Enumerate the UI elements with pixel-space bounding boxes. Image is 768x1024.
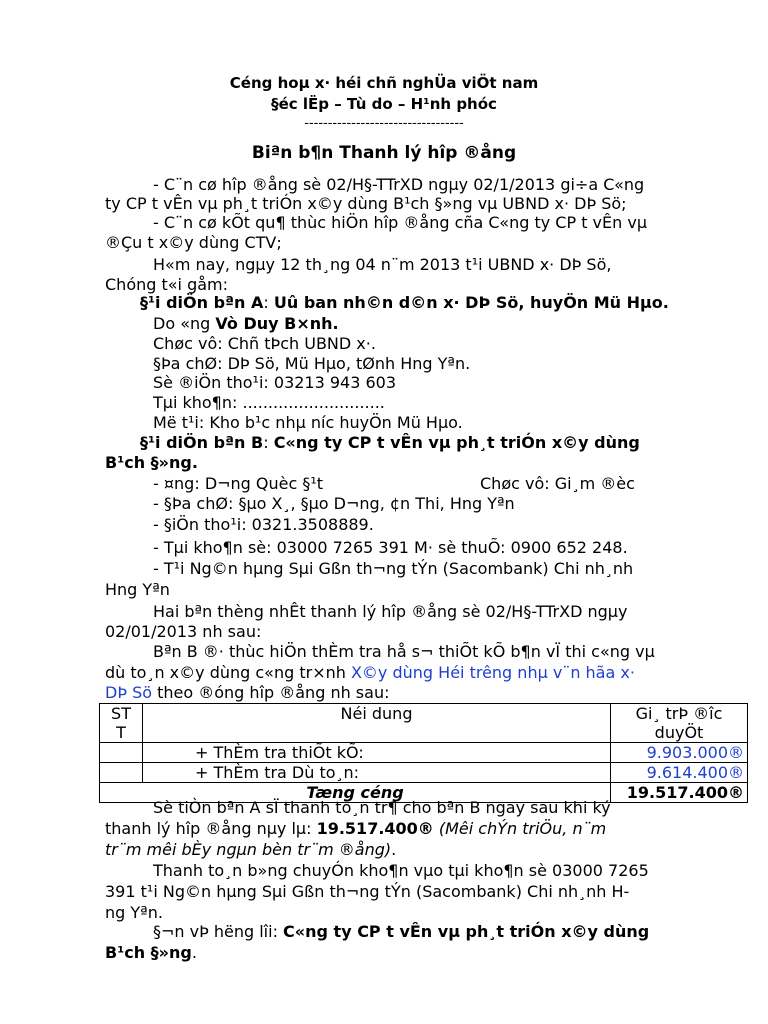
party-a-position: Chøc vô: Chñ tÞch UBND x·. (153, 334, 376, 353)
agreement-line2: 02/01/2013 nh sau: (105, 622, 262, 641)
project-location: DÞ Sö (105, 683, 153, 702)
party-a-heading (140, 293, 740, 313)
row-stt (100, 763, 143, 783)
intro-line-5: H«m nay, ngµy 12 th¸ng 04 n¨m 2013 t¹i UBND x· DÞ Sö, (153, 255, 612, 274)
closing-p2-line3: ng Yªn. (105, 903, 163, 922)
amount-value: 19.517.400® (316, 819, 434, 838)
value-table (99, 703, 748, 803)
period: . (191, 943, 197, 962)
colon: : (263, 433, 274, 452)
amount-words-2: tr¨m mêi bÈy ngµn bèn tr¨m ®ång) (105, 840, 392, 859)
colon: : (263, 293, 274, 312)
agreement-suffix: theo ®óng hîp ®ång nh sau: (152, 683, 390, 702)
row-value: 9.903.000® (611, 743, 748, 763)
closing-p2-line2: 391 t¹i Ng©n hµng Sµi Gßn th¬ng tÝn (Sacombank) Chi nh¸nh H- (105, 882, 630, 901)
row-stt (100, 743, 143, 763)
closing-p2-line1: Thanh to¸n b»ng chuyÓn kho¶n vµo tµi kho¶n sè 03000 7265 (153, 861, 649, 880)
amount-prefix: thanh lý hîp ®ång nµy lµ: (105, 819, 317, 838)
agreement-line1: Hai bªn thèng nhÊt thanh lý hîp ®ång sè 02/H§-TTrXD ngµy (153, 602, 628, 621)
intro-line-2: ty CP t vÊn vµ ph¸t triÓn x©y dùng B¹ch §»ng vµ UBND x· DÞ Sö; (105, 194, 627, 213)
total-value: 19.517.400® (611, 783, 748, 803)
document-title: Biªn b¶n Thanh lý hîp ®ång (251, 143, 517, 163)
national-header-line1: Céng hoµ x· héi chñ nghÜa viÖt nam (229, 74, 539, 92)
closing-p1-line3 (105, 840, 705, 860)
beneficiary-name-2: B¹ch §»ng (105, 943, 192, 962)
party-b-name: C«ng ty CP t vÊn vµ ph¸t triÓn x©y dùng (273, 433, 640, 452)
header-content: Néi dung (143, 704, 611, 743)
party-b-representative: - ¤ng: D¬ng Quèc §¹t (153, 474, 324, 493)
period: . (391, 840, 397, 859)
row-content: + ThÈm tra thiÕt kÕ: (143, 743, 611, 763)
rep-prefix: Do «ng (153, 314, 216, 333)
party-a-label: §¹i diÖn bªn A (140, 293, 264, 312)
header-value: Gi¸ trÞ ®îc duyÖt (611, 704, 748, 743)
closing-p1-line1: Sè tiÒn bªn A sÏ thanh to¸n tr¶ cho bªn B ngay sau khi ký (153, 798, 611, 817)
beneficiary-prefix: §¬n vÞ hëng lîi: (153, 922, 284, 941)
party-b-position: Chøc vô: Gi¸m ®èc (480, 474, 635, 493)
amount-words-1: (Mêi chÝn triÖu, n¨m (433, 819, 607, 838)
party-a-phone: Sè ®iÖn tho¹i: 03213 943 603 (153, 373, 397, 392)
project-prefix: dù to¸n x©y dùng c«ng tr×nh (105, 663, 351, 682)
beneficiary-line2 (105, 943, 705, 963)
party-a-account: Tµi kho¶n: ............................ (153, 393, 385, 412)
party-b-name-line2: B¹ch §»ng. (105, 453, 198, 472)
agreement-line5 (105, 683, 705, 703)
agreement-line4 (105, 663, 705, 683)
intro-line-6: Chóng t«i gåm: (105, 275, 229, 294)
table-row (100, 743, 748, 763)
party-b-bank-line1: - T¹i Ng©n hµng Sµi Gßn th¬ng tÝn (Sacombank) Chi nh¸nh (153, 559, 634, 578)
table-row (100, 763, 748, 783)
header-stt: ST T (100, 704, 143, 743)
party-a-name: Uû ban nh©n d©n x· DÞ Sö, huyÖn Mü Hµo. (273, 293, 669, 312)
party-a-address: §Þa chØ: DÞ Sö, Mü Hµo, tØnh Hng Yªn. (153, 354, 471, 373)
total-label: Tæng céng (100, 783, 611, 803)
closing-p1-line2 (105, 819, 705, 839)
table-header-row (100, 704, 748, 743)
party-b-address: - §Þa chØ: §µo X¸, §µo D¬ng, ¢n Thi, Hng Yªn (153, 494, 515, 513)
party-a-representative (153, 314, 753, 334)
row-content: + ThÈm tra Dù to¸n: (143, 763, 611, 783)
agreement-line3: Bªn B ®· thùc hiÖn thÈm tra hå s¬ thiÕt kÕ b¶n vÏ thi c«ng vµ (153, 642, 655, 661)
row-value: 9.614.400® (611, 763, 748, 783)
party-b-bank-line2: Hng Yªn (105, 580, 170, 599)
national-header-line2: §éc lËp – Tù do – H¹nh phóc (271, 95, 497, 113)
party-b-phone: - §iÖn tho¹i: 0321.3508889. (153, 515, 374, 534)
intro-line-1: - C¨n cø hîp ®ång sè 02/H§-TTrXD ngµy 02/1/2013 gi÷a C«ng (153, 175, 645, 194)
party-b-heading (140, 433, 740, 453)
party-b-label: §¹i diÖn bªn B (140, 433, 264, 452)
project-name: X©y dùng Héi trêng nhµ v¨n hãa x· (350, 663, 635, 682)
intro-line-3: - C¨n cø kÕt qu¶ thùc hiÖn hîp ®ång cña C«ng ty CP t vÊn vµ (153, 213, 648, 232)
intro-line-4: ®Çu t x©y dùng CTV; (105, 233, 282, 252)
rep-name: Vò Duy B×nh. (215, 314, 339, 333)
party-b-account: - Tµi kho¶n sè: 03000 7265 391 M· sè thuÕ: 0900 652 248. (153, 538, 628, 557)
party-a-bank: Më t¹i: Kho b¹c nhµ níc huyÖn Mü Hµo. (153, 413, 463, 432)
beneficiary-name: C«ng ty CP t vÊn vµ ph¸t triÓn x©y dùng (283, 922, 650, 941)
beneficiary-line1 (153, 922, 753, 942)
header-divider: ---------------------------------- (304, 116, 464, 131)
